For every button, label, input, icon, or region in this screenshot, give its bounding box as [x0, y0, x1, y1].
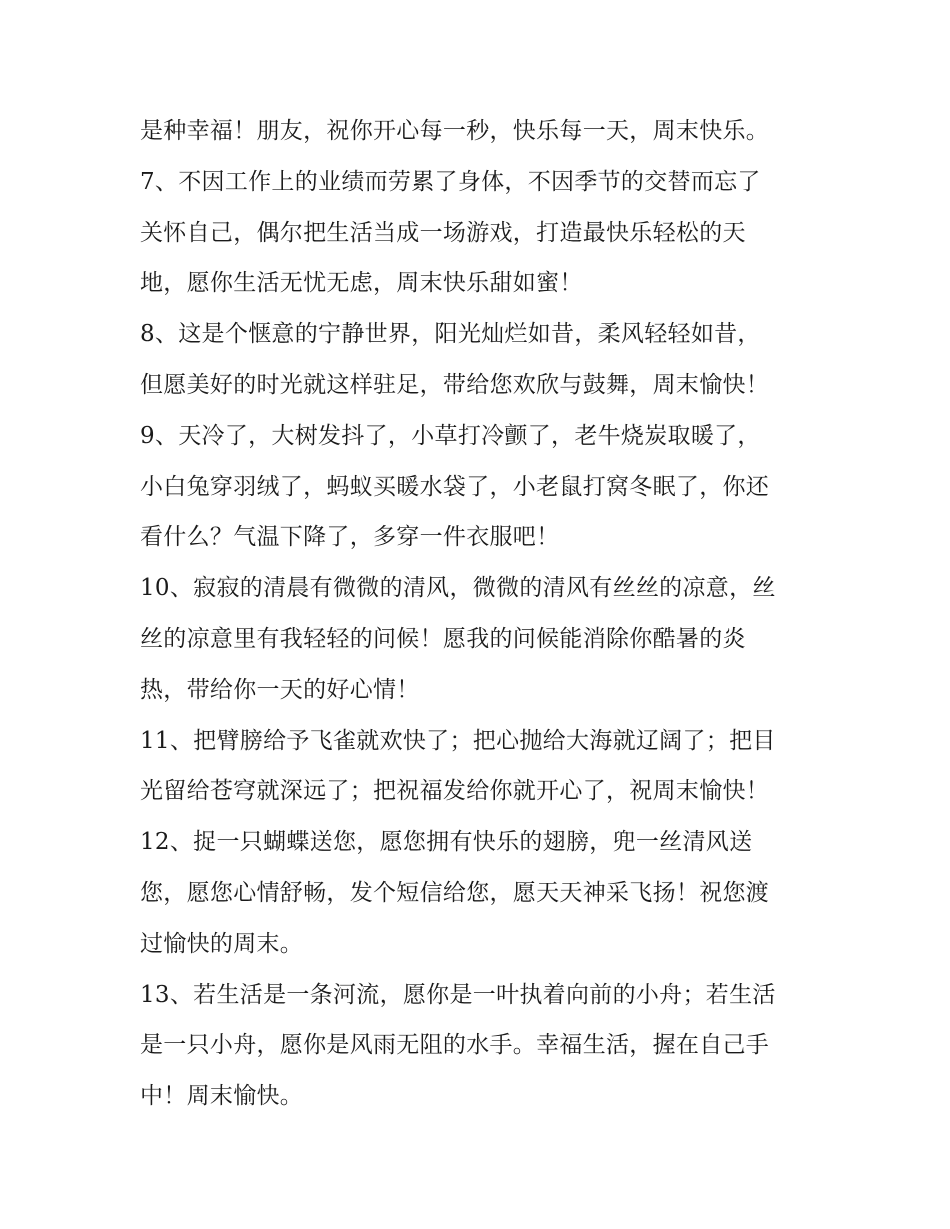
text-line: 是一只小舟，愿你是风雨无阻的水手。幸福生活，握在自己手	[140, 1032, 770, 1059]
text-line: 11、把臂膀给予飞雀就欢快了；把心抛给大海就辽阔了；把目	[140, 727, 776, 754]
text-line: 小白兔穿羽绒了，蚂蚁买暖水袋了，小老鼠打窝冬眠了，你还	[140, 473, 770, 500]
document-body	[140, 106, 820, 1122]
text-line: 10、寂寂的清晨有微微的清风，微微的清风有丝丝的凉意，丝	[140, 575, 776, 602]
text-line: 过愉快的周末。	[140, 930, 304, 957]
text-line: 看什么？气温下降了，多穿一件衣服吧！	[140, 524, 560, 551]
text-line: 7、不因工作上的业绩而劳累了身体，不因季节的交替而忘了	[140, 168, 761, 195]
text-line: 是种幸福！朋友，祝你开心每一秒，快乐每一天，周末快乐。	[140, 118, 770, 144]
text-line: 热，带给你一天的好心情！	[140, 676, 420, 703]
text-line: 12、捉一只蝴蝶送您，愿您拥有快乐的翅膀，兜一丝清风送	[140, 829, 753, 856]
text-line: 8、这是个惬意的宁静世界，阳光灿烂如昔，柔风轻轻如昔，	[140, 321, 761, 348]
text-line: 9、天冷了，大树发抖了，小草打冷颤了，老牛烧炭取暖了，	[140, 422, 761, 449]
text-line: 丝的凉意里有我轻轻的问候！愿我的问候能消除你酷暑的炎	[140, 625, 746, 652]
text-line: 中！周末愉快。	[140, 1083, 304, 1110]
text-line: 13、若生活是一条河流，愿你是一叶执着向前的小舟；若生活	[140, 981, 776, 1008]
text-line: 但愿美好的时光就这样驻足，带给您欢欣与鼓舞，周末愉快！	[140, 371, 770, 398]
text-line: 光留给苍穹就深远了；把祝福发给你就开心了，祝周末愉快！	[140, 778, 770, 805]
text-line: 关怀自己，偶尔把生活当成一场游戏，打造最快乐轻松的天	[140, 219, 746, 246]
text-line: 地，愿你生活无忧无虑，周末快乐甜如蜜！	[140, 270, 583, 297]
text-line: 您，愿您心情舒畅，发个短信给您，愿天天神采飞扬！祝您渡	[140, 879, 770, 906]
